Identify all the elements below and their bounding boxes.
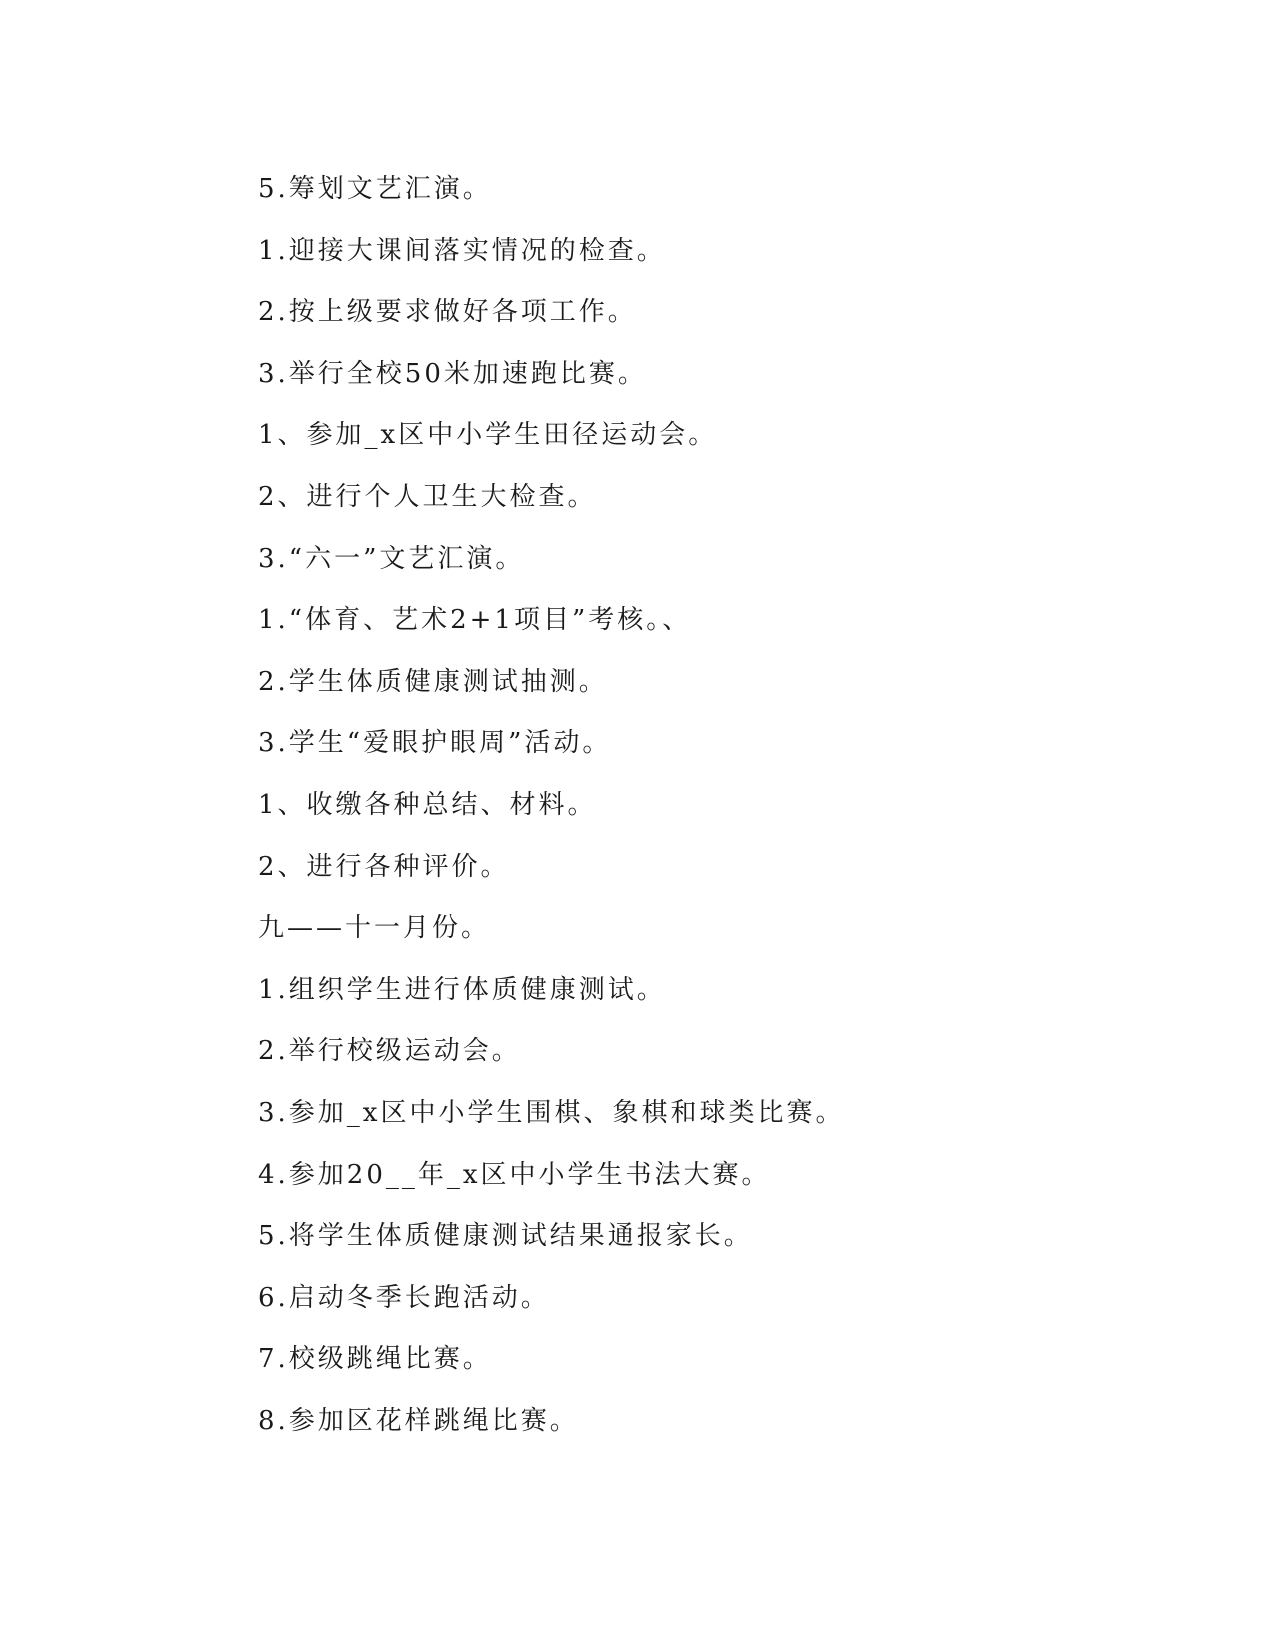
text-line: 5.将学生体质健康测试结果通报家长。 — [258, 1221, 753, 1252]
text-line: 6.启动冬季长跑活动。 — [258, 1282, 550, 1313]
text-line: 1、收缴各种总结、材料。 — [258, 789, 597, 820]
text-line: 4.参加20__年_x区中小学生书法大赛。 — [258, 1159, 771, 1190]
text-line: 2.按上级要求做好各项工作。 — [258, 297, 637, 328]
text-line: 1.迎接大课间落实情况的检查。 — [258, 235, 666, 266]
text-line: 2、进行个人卫生大检查。 — [258, 481, 597, 512]
text-line: 3.学生“爱眼护眼周”活动。 — [258, 728, 612, 759]
text-line: 2.学生体质健康测试抽测。 — [258, 666, 608, 697]
text-line: 2、进行各种评价。 — [258, 851, 510, 882]
text-line: 3.举行全校50米加速跑比赛。 — [258, 358, 647, 389]
text-line: 3.“六一”文艺汇演。 — [258, 543, 525, 574]
text-line: 7.校级跳绳比赛。 — [258, 1344, 492, 1375]
text-line: 5.筹划文艺汇演。 — [258, 174, 492, 204]
text-line: 1.“体育、艺术2+1项目”考核。、 — [258, 605, 692, 636]
text-line: 1、参加_x区中小学生田径运动会。 — [258, 420, 718, 451]
document-body — [258, 168, 1158, 1461]
text-line: 3.参加_x区中小学生围棋、象棋和球类比赛。 — [258, 1097, 845, 1128]
text-line: 2.举行校级运动会。 — [258, 1036, 521, 1067]
text-line: 8.参加区花样跳绳比赛。 — [258, 1405, 579, 1436]
text-line: 1.组织学生进行体质健康测试。 — [258, 974, 666, 1005]
section-heading: 九——十一月份。 — [258, 913, 491, 944]
